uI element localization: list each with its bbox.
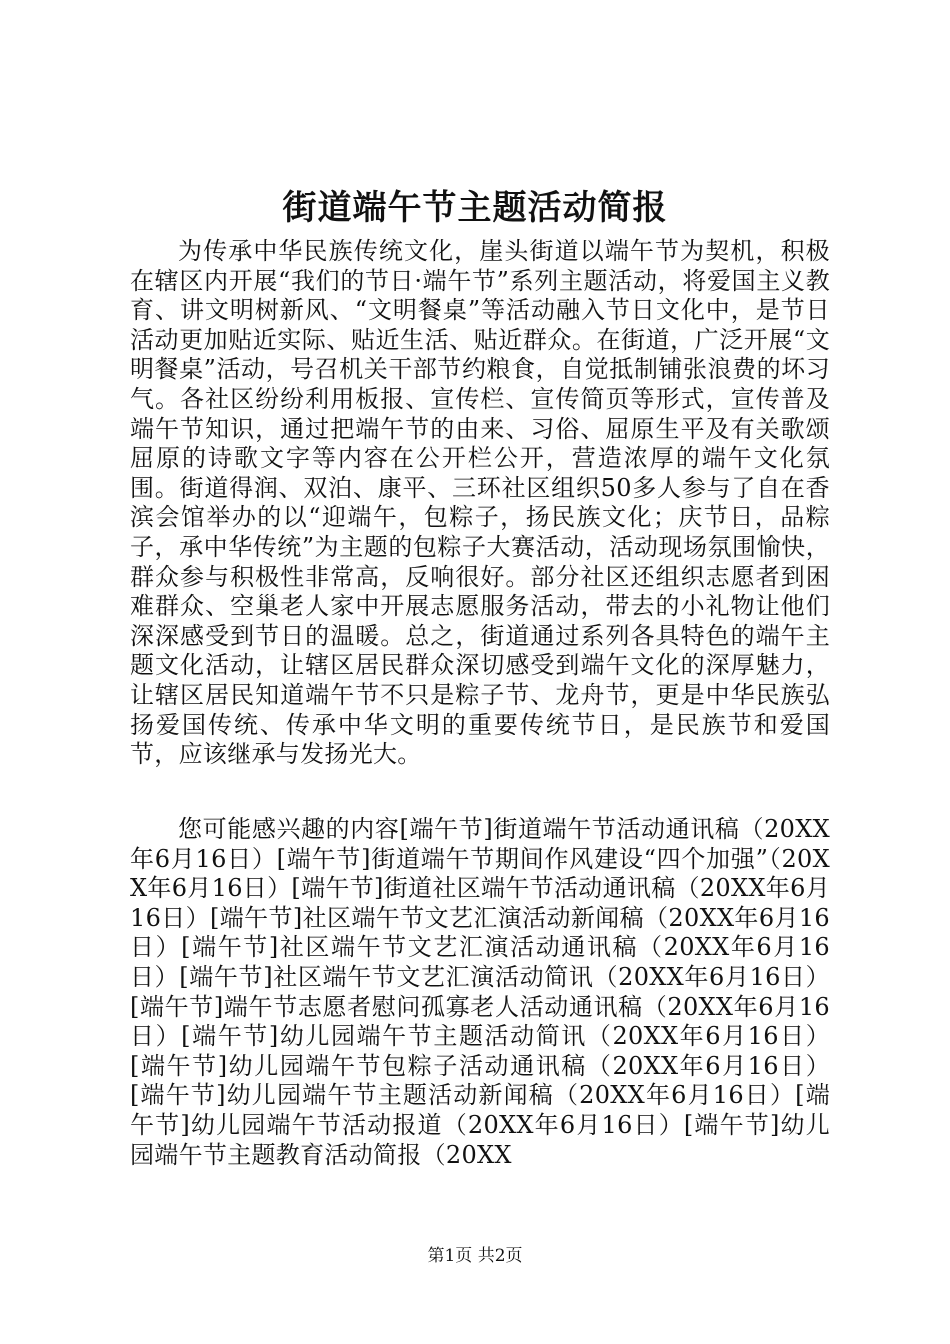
document-title: 街道端午节主题活动简报 [282,188,668,228]
page-number-footer: 第1页 共2页 [427,1246,523,1266]
body-paragraph-1: 为传承中华民族传统文化，崖头街道以端午节为契机，积极在辖区内开展“我们的节日·端午节”系列主题活动，将爱国主义教育、讲文明树新风、“文明餐桌”等活动融入节日文化中，是节日活动更加贴近实际、贴近生活、贴近群众。在街道，广泛开展“文明餐桌”活动，号召机关干部节约粮食，自觉抵制铺张浪费的坏习气。各社区纷纷利用板报、宣传栏、宣传简页等形式，宣传普及端午节知识，通过把端午节的由来、习俗、屈原生平及有关歌颂屈原的诗歌文字等内容在公开栏公开，营造浓厚的端午文化氛围。街道得润、双泊、康平、三环社区组织50多人参与了自在香滨会馆举办的以“迎端午，包粽子，扬民族文化；庆节日，品粽子，承中华传统”为主题的包粽子大赛活动，活动现场氛围愉快，群众参与积极性非常高，反响很好。部分社区还组织志愿者到困难群众、空巢老人家中开展志愿服务活动，带去的小礼物让他们深深感受到节日的温暖。总之，街道通过系列各具特色的端午主题文化活动，让辖区居民群众深切感受到端午文化的深厚魅力，让辖区居民知道端午节不只是粽子节、龙舟节，更是中华民族弘扬爱国传统、传承中华文明的重要传统节日，是民族节和爱国节，应该继承与发扬光大。 [130,237,830,769]
body-paragraph-2: 您可能感兴趣的内容[端午节]街道端午节活动通讯稿（20XX年6月16日）[端午节]街道端午节期间作风建设“四个加强”（20XX年6月16日）[端午节]街道社区端午节活动通讯稿（20XX年6月16日）[端午节]社区端午节文艺汇演活动新闻稿（20XX年6月16日）[端午节]社区端午节文艺汇演活动通讯稿（20XX年6月16日）[端午节]社区端午节文艺汇演活动简讯（20XX年6月16日）[端午节]端午节志愿者慰问孤寡老人活动通讯稿（20XX年6月16日）[端午节]幼儿园端午节主题活动简讯（20XX年6月16日）[端午节]幼儿园端午节包粽子活动通讯稿（20XX年6月16日）[端午节]幼儿园端午节主题活动新闻稿（20XX年6月16日）[端午节]幼儿园端午节活动报道（20XX年6月16日）[端午节]幼儿园端午节主题教育活动简报（20XX [130,815,830,1169]
